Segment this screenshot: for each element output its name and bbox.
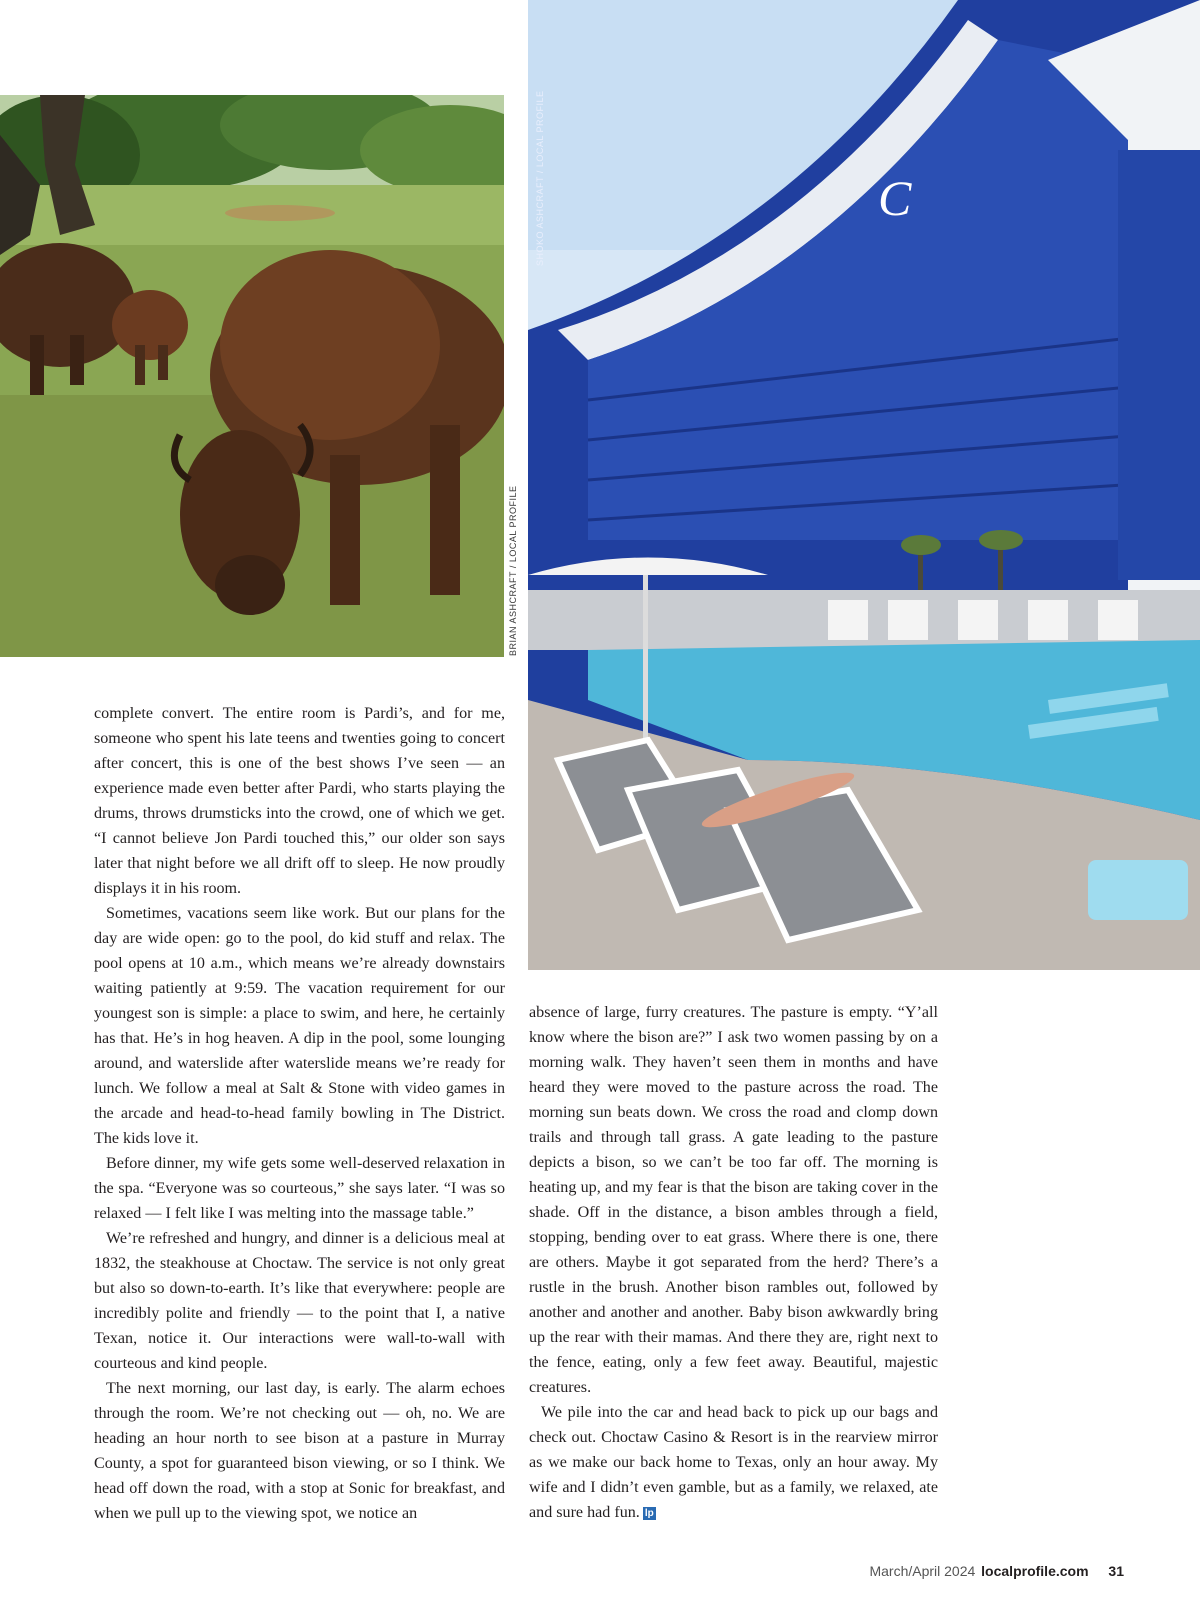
bison-photo-credit: BRIAN ASHCRAFT / LOCAL PROFILE — [508, 485, 518, 656]
paragraph: We’re refreshed and hungry, and dinner is a delicious meal at 1832, the steakhouse at Choctaw. The service is not only great but also so down-to-earth. It’s like that everywhere: people are incredibly polite and friendly — to the point that I, a native Texan, notice it. Our interactions were wall-to-wall with courteous and kind people. — [94, 1230, 505, 1372]
resort-pool-photo — [528, 0, 1200, 970]
paragraph: complete convert. The entire room is Pardi’s, and for me, someone who spent his late teens and twenties going to concert after concert, this is one of the best shows I’ve seen — an experience made even better after Pardi, who starts playing the drums, throws drumsticks into the crowd, one of which we get. “I cannot believe Jon Pardi touched this,” our older son says later that night before we all drift off to sleep. He now proudly displays it in his room. — [94, 705, 505, 897]
resort-photo-credit: SHOKO ASHCRAFT / LOCAL PROFILE — [535, 90, 545, 266]
page-footer — [869, 1563, 1124, 1579]
site-name: localprofile.com — [981, 1563, 1089, 1579]
page-number: 31 — [1108, 1563, 1124, 1579]
bison-photo — [0, 95, 504, 657]
paragraph: absence of large, furry creatures. The pasture is empty. “Y’all know where the bison are?” I ask two women passing by on a morning walk. They haven’t seen them in months and have heard they were moved to the pasture across the road. The morning sun beats down. We cross the road and clomp down trails and through tall grass. A gate leading to the pasture depicts a bison, so we can’t be too far off. The morning is heating up, and my fear is that the bison are taking cover in the shade. Off in the distance, a bison ambles through a field, stopping, bending over to eat grass. Where there is one, there are others. Maybe it got separated from the herd? There’s a rustle in the brush. Another bison rambles out, followed by another and another and another. Baby bison awkwardly bring up the rear with their mamas. And there they are, right next to the fence, eating, only a few feet away. Beautiful, majestic creatures. — [529, 1004, 938, 1396]
bison-photo-illustration — [0, 95, 504, 657]
lp-end-mark-icon: lp — [644, 1508, 654, 1519]
paragraph: The next morning, our last day, is early. The alarm echoes through the room. We’re not checking out — oh, no. We are heading an hour north to see bison at a pasture in Murray County, a spot for guaranteed bison viewing, or so I think. We head off down the road, with a stop at Sonic for breakfast, and when we pull up to the viewing spot, we notice an — [94, 1380, 505, 1522]
article-left-column — [94, 701, 505, 1526]
issue-date: March/April 2024 — [869, 1563, 976, 1579]
paragraph-text: We pile into the car and head back to pick up our bags and check out. Choctaw Casino & Resort is in the rearview mirror as we make our back home to Texas, only an hour away. My wife and I didn’t even gamble, but as a family, we relaxed, ate and sure had fun. — [529, 1404, 938, 1521]
resort-pool-illustration — [528, 0, 1200, 970]
paragraph: Sometimes, vacations seem like work. But our plans for the day are wide open: go to the pool, do kid stuff and relax. The pool opens at 10 a.m., which means we’re already downstairs waiting patiently at 9:59. The vacation requirement for our youngest son is simple: a place to swim, and here, he certainly has that. He’s in hog heaven. A dip in the pool, some lounging around, and waterslide after waterslide means we’re ready for lunch. We follow a meal at Salt & Stone with video games in the arcade and head-to-head family bowling in The District. The kids love it. — [94, 905, 505, 1147]
paragraph: Before dinner, my wife gets some well-deserved relaxation in the spa. “Everyone was so courteous,” she says later. “I was so relaxed — I felt like I was melting into the massage table.” — [94, 1155, 505, 1222]
svg-text:C: C — [878, 170, 912, 226]
article-right-column — [529, 1000, 938, 1525]
paragraph — [529, 1400, 938, 1525]
